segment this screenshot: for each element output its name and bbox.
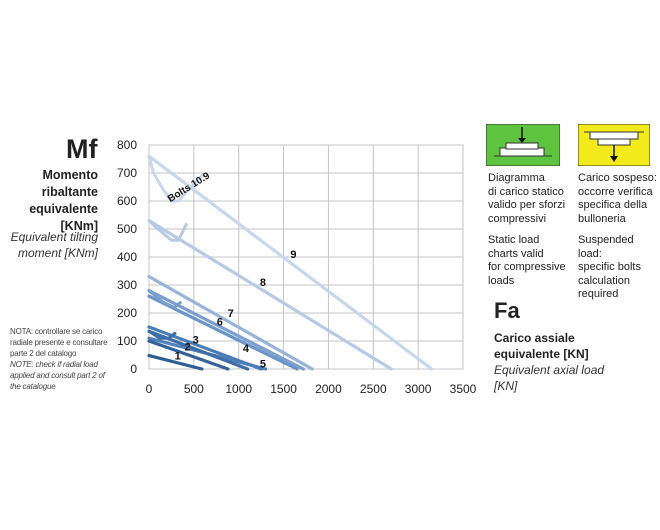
x-tick-label: 2000 — [315, 382, 342, 396]
series-label: 4 — [242, 343, 249, 355]
x-tick-label: 1500 — [270, 382, 297, 396]
legend-line: Static load — [488, 234, 540, 246]
legend-suspended-it — [578, 172, 657, 226]
legend-line: Carico sospeso: — [578, 172, 657, 184]
legend-compressive-it — [488, 172, 565, 226]
y-tick-label: 600 — [116, 194, 137, 208]
fa-symbol: Fa — [494, 298, 520, 323]
fa-label-it-1: Carico assiale — [494, 331, 575, 345]
mf-label-en — [6, 229, 98, 261]
series-label: 2 — [184, 341, 191, 354]
legend-line: Diagramma — [488, 172, 545, 184]
y-tick-label: 500 — [116, 222, 137, 236]
x-tick-label: 2500 — [359, 382, 387, 396]
fa-label-en-2: [KN] — [494, 379, 518, 393]
legend-line: occorre verifica — [578, 185, 653, 198]
y-tick-label: 400 — [116, 250, 137, 264]
legend-line: di carico statico — [488, 185, 564, 198]
fa-label-en — [494, 362, 644, 394]
legend-suspended-en — [578, 234, 660, 302]
compressive-load-icon — [486, 124, 560, 166]
mf-label-it — [10, 167, 98, 235]
legend-line: compressivi — [488, 212, 547, 225]
mf-label-en-2: moment [KNm] — [17, 246, 98, 260]
series-label: 5 — [259, 358, 266, 371]
mf-label-it-2: ribaltante — [41, 185, 98, 199]
fa-label-en-1: Equivalent axial load — [494, 363, 605, 377]
legend-line: specific bolts — [578, 261, 641, 273]
x-tick-label: 500 — [183, 382, 204, 396]
fa-label-it-2: equivalente [KN] — [494, 347, 589, 361]
legend-line: required — [578, 288, 619, 300]
y-tick-label: 800 — [116, 138, 137, 152]
x-tick-label: 3500 — [449, 382, 477, 396]
legend-line: calculation — [578, 274, 630, 287]
legend-line: valido per sforzi — [488, 199, 566, 211]
series-label: 8 — [259, 277, 266, 290]
legend-line: for compressive — [488, 261, 566, 273]
series-label: 6 — [216, 316, 223, 329]
legend-line: bulloneria — [578, 212, 626, 225]
note-en: NOTE: check if radial load applied and consult part 2 of the catalogue — [10, 360, 105, 391]
legend-compressive-en — [488, 234, 566, 288]
series-label: 9 — [290, 249, 297, 262]
series-label: 3 — [192, 334, 199, 347]
series-label: 1 — [174, 350, 181, 363]
fa-label-it — [494, 330, 624, 362]
bolts-annotation: Bolts 10.9 — [165, 170, 212, 205]
y-tick-label: 700 — [116, 166, 137, 180]
legend-line: charts valid — [488, 247, 544, 260]
mf-label-it-4: [KNm] — [60, 219, 98, 233]
mf-symbol: Mf — [66, 134, 98, 164]
y-tick-label: 100 — [116, 334, 137, 348]
x-tick-label: 0 — [145, 382, 153, 396]
suspended-load-icon — [578, 124, 650, 166]
x-tick-label: 1000 — [225, 382, 253, 396]
note-it: NOTA: controllare se carico radiale presente e consultare parte 2 del catalogo — [10, 327, 108, 358]
legend-line: loads — [488, 274, 515, 287]
x-tick-label: 3000 — [404, 382, 432, 396]
y-tick-label: 200 — [116, 306, 137, 320]
mf-label-en-1: Equivalent tilting — [10, 230, 98, 244]
legend-line: Suspended load: — [578, 234, 634, 260]
note — [10, 326, 110, 392]
y-tick-label: 0 — [130, 362, 137, 376]
legend-line: specifica della — [578, 199, 648, 211]
mf-label-it-1: Momento — [42, 168, 98, 182]
mf-label-it-3: equivalente — [29, 202, 98, 216]
y-tick-label: 300 — [116, 278, 137, 292]
series-label: 7 — [227, 308, 234, 320]
